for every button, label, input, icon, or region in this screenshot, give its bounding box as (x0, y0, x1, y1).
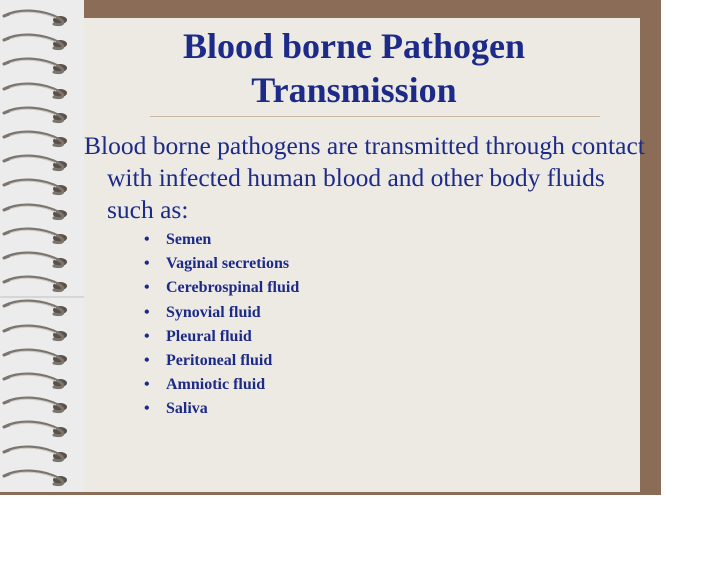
list-item (144, 373, 299, 397)
list-item-label: Pleural fluid (166, 327, 252, 345)
bullet-icon: • (144, 376, 150, 394)
list-item (144, 276, 299, 300)
bullet-icon: • (144, 327, 150, 345)
spiral-binding (0, 0, 84, 492)
intro-paragraph: Blood borne pathogens are transmitted through contact with infected human blood and other body fluids such as: (84, 131, 645, 224)
list-item (144, 397, 299, 421)
bullet-icon: • (144, 400, 150, 418)
list-item (144, 349, 299, 373)
title-line: Transmission (251, 70, 457, 110)
spiral-coil-icon (0, 444, 84, 466)
list-item-label: Cerebrospinal fluid (166, 279, 300, 297)
spiral-coil-icon (0, 56, 84, 78)
list-item-label: Vaginal secretions (166, 255, 290, 273)
list-item (144, 325, 299, 349)
spiral-coil-icon (0, 298, 84, 320)
bullet-icon: • (144, 231, 150, 248)
list-item (144, 252, 299, 276)
bullet-icon: • (144, 303, 150, 321)
bullet-icon: • (144, 351, 150, 369)
spiral-coil-icon (0, 395, 84, 417)
spiral-coil-icon (0, 81, 84, 103)
spiral-coil-icon (0, 202, 84, 224)
list-item-label: Synovial fluid (166, 303, 261, 321)
spiral-coil-icon (0, 153, 84, 175)
spiral-coil-icon (0, 8, 84, 30)
bullet-icon: • (144, 255, 150, 273)
spiral-coil-icon (0, 323, 84, 345)
list-item-label: Peritoneal fluid (166, 351, 273, 369)
spiral-coil-icon (0, 32, 84, 54)
spiral-coil-icon (0, 105, 84, 127)
list-item-label: Amniotic fluid (166, 376, 266, 394)
title-line: Blood borne Pathogen (182, 26, 526, 66)
spiral-coil-icon (0, 129, 84, 151)
body-fluid-list (144, 228, 299, 422)
spiral-coil-icon (0, 371, 84, 393)
slide-title (84, 24, 624, 112)
spiral-coil-icon (0, 177, 84, 199)
spiral-coil-icon (0, 468, 84, 490)
spiral-coil-icon (0, 419, 84, 441)
list-item (144, 228, 299, 252)
list-item (144, 301, 299, 325)
spiral-coil-icon (0, 274, 84, 296)
list-item-label: Saliva (166, 400, 208, 418)
bullet-icon: • (144, 279, 150, 297)
spiral-coil-icon (0, 347, 84, 369)
title-divider (150, 116, 600, 117)
list-item-label: Semen (166, 231, 212, 248)
spiral-coil-icon (0, 226, 84, 248)
spiral-coil-icon (0, 250, 84, 272)
